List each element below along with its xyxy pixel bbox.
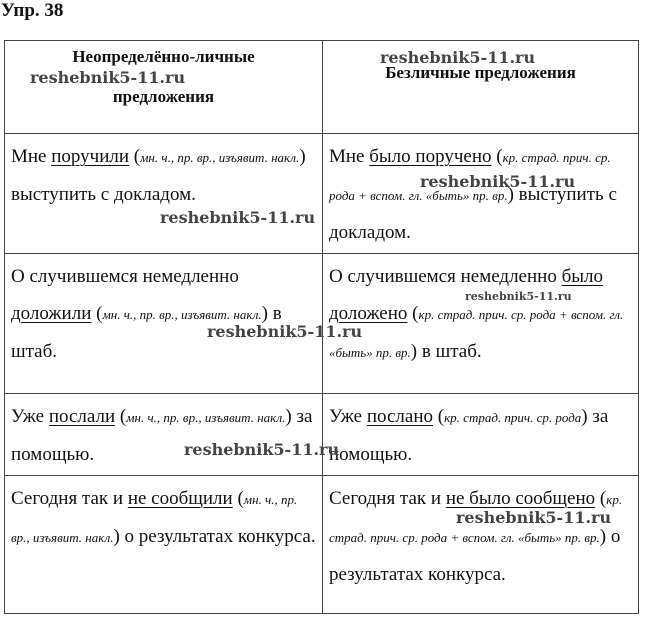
cell-indefinite-personal: Сегодня так и не сообщили (мн. ч., пр. вр., изъявит. накл.) о результатах конкурса. <box>5 476 323 614</box>
grammar-note: кр. страд. прич. ср. рода + вспом. гл. «быть» пр. вр. <box>329 150 611 203</box>
grammar-note: кр. страд. прич. ср. рода <box>444 410 582 425</box>
watermark: reshebnik5-11.ru <box>465 290 572 303</box>
predicate: послали <box>48 406 116 427</box>
table-row <box>5 134 639 254</box>
predicate: доложили <box>11 303 92 324</box>
watermark: reshebnik5-11.ru <box>456 508 612 527</box>
table-row <box>5 394 639 476</box>
header-col2: Безличные предложения <box>385 63 576 82</box>
watermark: reshebnik5-11.ru <box>380 48 536 67</box>
header-col1-line1: Неопределённо-личные <box>72 47 255 66</box>
grammar-note: мн. ч., пр. вр., изъявит. накл. <box>140 150 300 165</box>
cell-indefinite-personal: Уже послали (мн. ч., пр. вр., изъявит. накл.) за помощью. <box>5 394 323 476</box>
predicate: было поручено <box>369 146 492 167</box>
predicate: не сообщили <box>127 488 233 509</box>
cell-impersonal: Уже послано (кр. страд. прич. ср. рода) за помощью. <box>323 394 639 476</box>
watermark: reshebnik5-11.ru <box>207 322 363 341</box>
grammar-note: мн. ч., пр. вр., изъявит. накл. <box>102 307 262 322</box>
predicate: послано <box>366 406 434 427</box>
predicate: поручили <box>51 146 130 167</box>
cell-impersonal: О случившемся немедленно было доложено (кр. страд. прич. ср. рода + вспом. гл. «быть» пр. вр.) в штаб. <box>323 254 639 394</box>
watermark: reshebnik5-11.ru <box>30 68 186 87</box>
header-indefinite-personal <box>5 41 323 134</box>
header-row <box>5 41 639 134</box>
grammar-note: мн. ч., пр. вр., изъявит. накл. <box>11 492 298 545</box>
predicate: было доложено <box>329 266 603 324</box>
watermark: reshebnik5-11.ru <box>184 440 340 459</box>
header-col1-line2: предложения <box>112 87 215 106</box>
grammar-note: мн. ч., пр. вр., изъявит. накл. <box>126 410 286 425</box>
exercise-title: Упр. 38 <box>1 0 64 21</box>
table-row <box>5 476 639 614</box>
watermark: reshebnik5-11.ru <box>420 172 576 191</box>
predicate: не было сообщено <box>445 488 596 509</box>
grammar-note: кр. страд. прич. ср. рода + вспом. гл. «быть» пр. вр. <box>329 307 624 360</box>
cell-impersonal: Мне было поручено (кр. страд. прич. ср. рода + вспом. гл. «быть» пр. вр.) выступить с докладом. <box>323 134 639 254</box>
grammar-note: кр. страд. прич. ср. рода + вспом. гл. «быть» пр. вр. <box>329 492 623 545</box>
cell-indefinite-personal: Мне поручили (мн. ч., пр. вр., изъявит. накл.) выступить с докладом. <box>5 134 323 254</box>
watermark: reshebnik5-11.ru <box>160 208 316 227</box>
cell-indefinite-personal: О случившемся немедленно доложили (мн. ч., пр. вр., изъявит. накл.) в штаб. <box>5 254 323 394</box>
cell-impersonal: Сегодня так и не было сообщено (кр. страд. прич. ср. рода + вспом. гл. «быть» пр. вр.) о результатах конкурса. <box>323 476 639 614</box>
